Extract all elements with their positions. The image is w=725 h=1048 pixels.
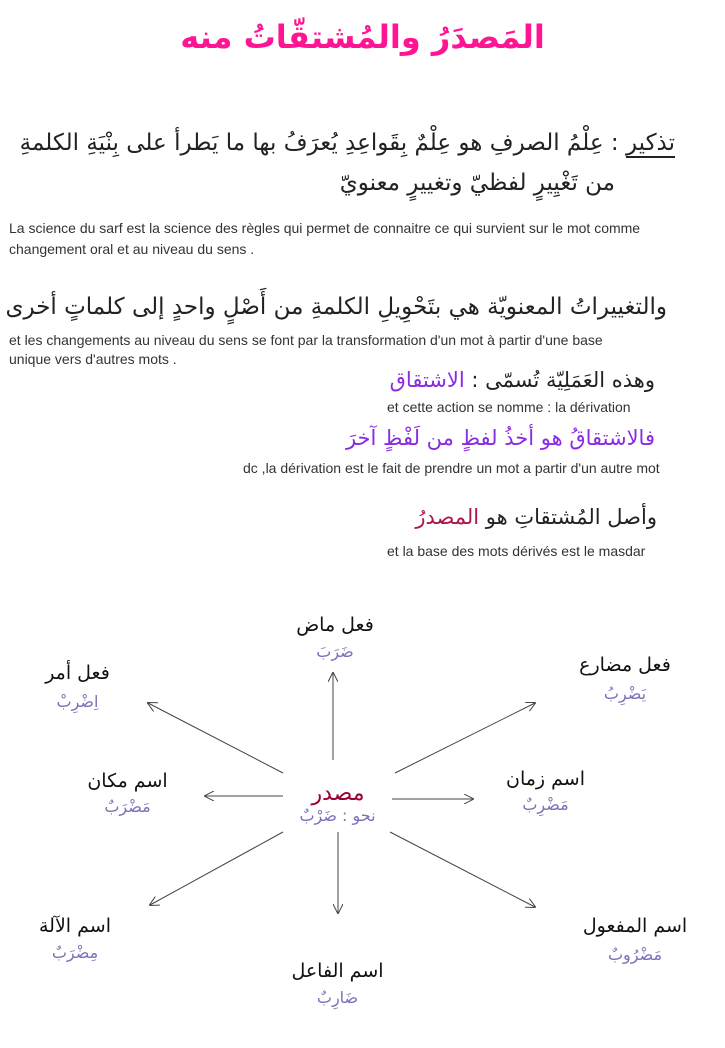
node-place-example: مَضْرَبٌ — [104, 797, 151, 816]
node-time-label: اسم زمان — [506, 768, 585, 790]
node-object-example: مَضْرُوبٌ — [607, 945, 663, 964]
process-french: et cette action se nomme : la dérivation — [387, 399, 631, 415]
reminder-line-2: من تَغْيِيرٍ لفظيّ وتغييرٍ معنويّ — [339, 170, 615, 196]
arrow-to-imperative — [148, 703, 283, 773]
reminder-label: تذكير — [625, 130, 675, 156]
node-past-label: فعل ماض — [296, 614, 374, 636]
process-term: الاشتقاق — [389, 368, 465, 392]
definition-arabic: فالاشتقاقُ هو أخذُ لفظٍ من لَفْظٍ آخرَ — [345, 426, 655, 450]
node-imperative-example: اِضْرِبْ — [56, 692, 99, 711]
node-instrument-example: مِضْرَبٌ — [51, 943, 99, 962]
origin-french: et la base des mots dérivés est le masdar — [387, 543, 646, 559]
reminder-definition: : عِلْمُ الصرفِ هو عِلْمٌ بِقَواعِدِ يُعرَفُ بها ما يَطرأ على بِنْيَةِ الكلمةِ — [19, 130, 626, 156]
node-time-example: مَضْرِبٌ — [522, 795, 569, 814]
node-present-example: يَضْرِبُ — [603, 684, 647, 703]
node-agent-label: اسم الفاعل — [291, 960, 384, 982]
changes-french-line-2: unique vers d'autres mots . — [9, 351, 177, 367]
origin-prefix: وأصل المُشتقاتِ هو — [479, 505, 657, 529]
node-object-label: اسم المفعول — [582, 915, 688, 937]
node-place-label: اسم مكان — [87, 770, 168, 792]
node-agent-example: ضَارِبٌ — [316, 988, 359, 1007]
arrow-to-instrument — [150, 832, 283, 905]
definition-french: dc ,la dérivation est le fait de prendre un mot a partir d'un autre mot — [243, 460, 660, 476]
changes-french-line-1: et les changements au niveau du sens se font par la transformation d'un mot à partir d'une base — [9, 332, 603, 348]
changes-arabic: والتغييراتُ المعنويّة هي بتَحْوِيلِ الكلمةِ من أَصْلٍ واحدٍ إلى كلماتٍ أخرى — [5, 294, 667, 320]
node-instrument-label: اسم الآلة — [39, 915, 111, 937]
process-prefix: وهذه العَمَلِيّة تُسمّى : — [464, 368, 655, 392]
origin-term: المصدرُ — [415, 505, 480, 529]
node-past-example: ضَرَبَ — [316, 642, 354, 661]
center-masdar-label: مصدر — [311, 781, 365, 806]
french-sarf-line-1: La science du sarf est la science des règles qui permet de connaitre ce qui survient sur le mot comme — [9, 220, 641, 236]
arrow-to-object — [390, 832, 535, 907]
node-present-label: فعل مضارع — [579, 654, 671, 676]
french-sarf-line-2: changement oral et au niveau du sens . — [9, 241, 255, 257]
arrow-to-present — [395, 703, 535, 773]
node-imperative-label: فعل أمر — [45, 662, 110, 684]
center-masdar-example: نحو : ضَرْبٌ — [299, 806, 376, 825]
page-title: المَصدَرُ والمُشتقّاتُ منه — [180, 18, 545, 56]
